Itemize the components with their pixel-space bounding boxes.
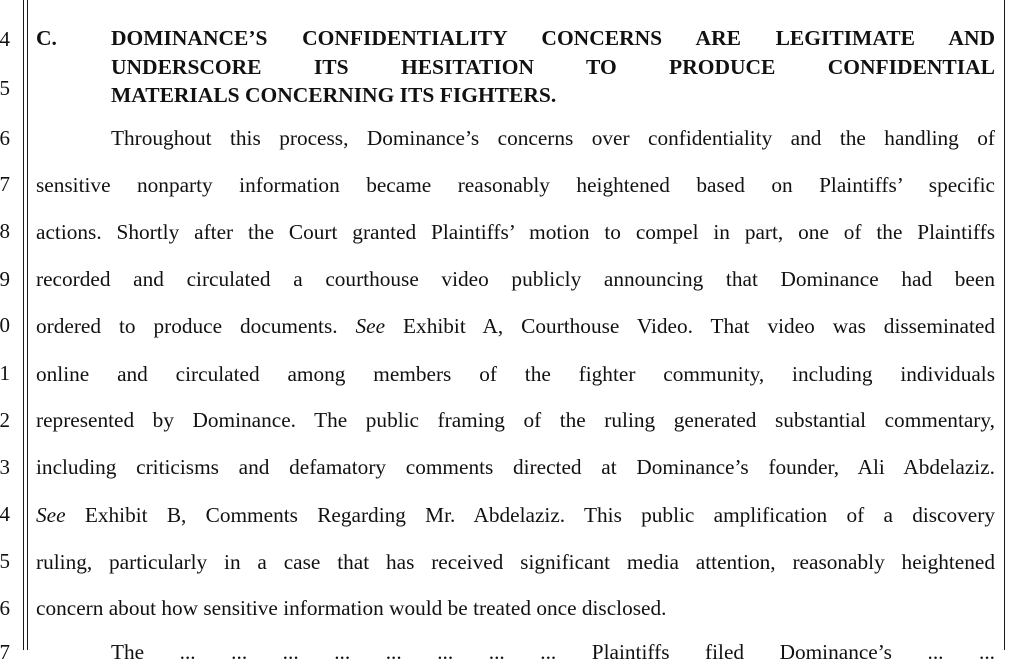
line-number: 2 bbox=[0, 408, 10, 432]
section-heading bbox=[111, 24, 995, 110]
citation-signal: See bbox=[355, 314, 386, 338]
citation-signal: See bbox=[36, 503, 66, 527]
line-number: 7 bbox=[0, 172, 10, 196]
body-line bbox=[36, 311, 995, 341]
body-line bbox=[36, 500, 995, 530]
body-line: Throughout this process, Dominance’s concerns over confidentiality and the handling of bbox=[111, 126, 995, 150]
body-line: sensitive nonparty information became reasonably heightened based on Plaintiffs’ specific bbox=[36, 173, 995, 197]
heading-line: DOMINANCE’S CONFIDENTIALITY CONCERNS ARE LEGITIMATE AND bbox=[111, 26, 995, 50]
left-margin-rule-outer bbox=[23, 0, 24, 650]
line-number: 5 bbox=[0, 549, 10, 573]
body-line-cut-off: The ... ... ... ... ... ... ... ... Plaintiffs filed Dominance’s ... ... bbox=[111, 640, 995, 664]
body-line: actions. Shortly after the Court granted Plaintiffs’ motion to compel in part, one of the Plaintiffs bbox=[36, 220, 995, 244]
left-margin-rule-inner bbox=[27, 0, 28, 650]
exhibit-a-reference: Exhibit A, Courthouse Video. That video was disseminated bbox=[403, 314, 995, 338]
body-line: including criticisms and defamatory comments directed at Dominance’s founder, Ali Abdelaziz. bbox=[36, 455, 995, 479]
line-number: 4 bbox=[0, 27, 10, 51]
body-line-part: ordered to produce documents. bbox=[36, 314, 338, 338]
line-number: 5 bbox=[0, 76, 10, 100]
line-number: 3 bbox=[0, 455, 10, 479]
exhibit-b-reference: Exhibit B, Comments Regarding Mr. Abdelaziz. This public amplification of a discovery bbox=[84, 503, 995, 527]
heading-line: MATERIALS CONCERNING ITS FIGHTERS. bbox=[111, 83, 557, 107]
heading-line: UNDERSCORE ITS HESITATION TO PRODUCE CONFIDENTIAL bbox=[111, 54, 995, 79]
line-number: 6 bbox=[0, 126, 10, 150]
line-number: 1 bbox=[0, 361, 10, 385]
section-label: C. bbox=[36, 26, 57, 50]
line-number: 4 bbox=[0, 502, 10, 526]
body-line: recorded and circulated a courthouse video publicly announcing that Dominance had been bbox=[36, 267, 995, 291]
body-line: represented by Dominance. The public framing of the ruling generated substantial commentary, bbox=[36, 408, 995, 432]
line-number: 0 bbox=[0, 313, 10, 337]
line-number: 7 bbox=[0, 640, 10, 664]
right-margin-rule bbox=[1004, 0, 1005, 650]
line-number: 9 bbox=[0, 267, 10, 291]
body-line: concern about how sensitive information would be treated once disclosed. bbox=[36, 596, 667, 620]
body-line: ruling, particularly in a case that has received significant media attention, reasonably heightened bbox=[36, 550, 995, 574]
line-number: 6 bbox=[0, 596, 10, 620]
line-number: 8 bbox=[0, 219, 10, 243]
body-line: online and circulated among members of the fighter community, including individuals bbox=[36, 362, 995, 386]
